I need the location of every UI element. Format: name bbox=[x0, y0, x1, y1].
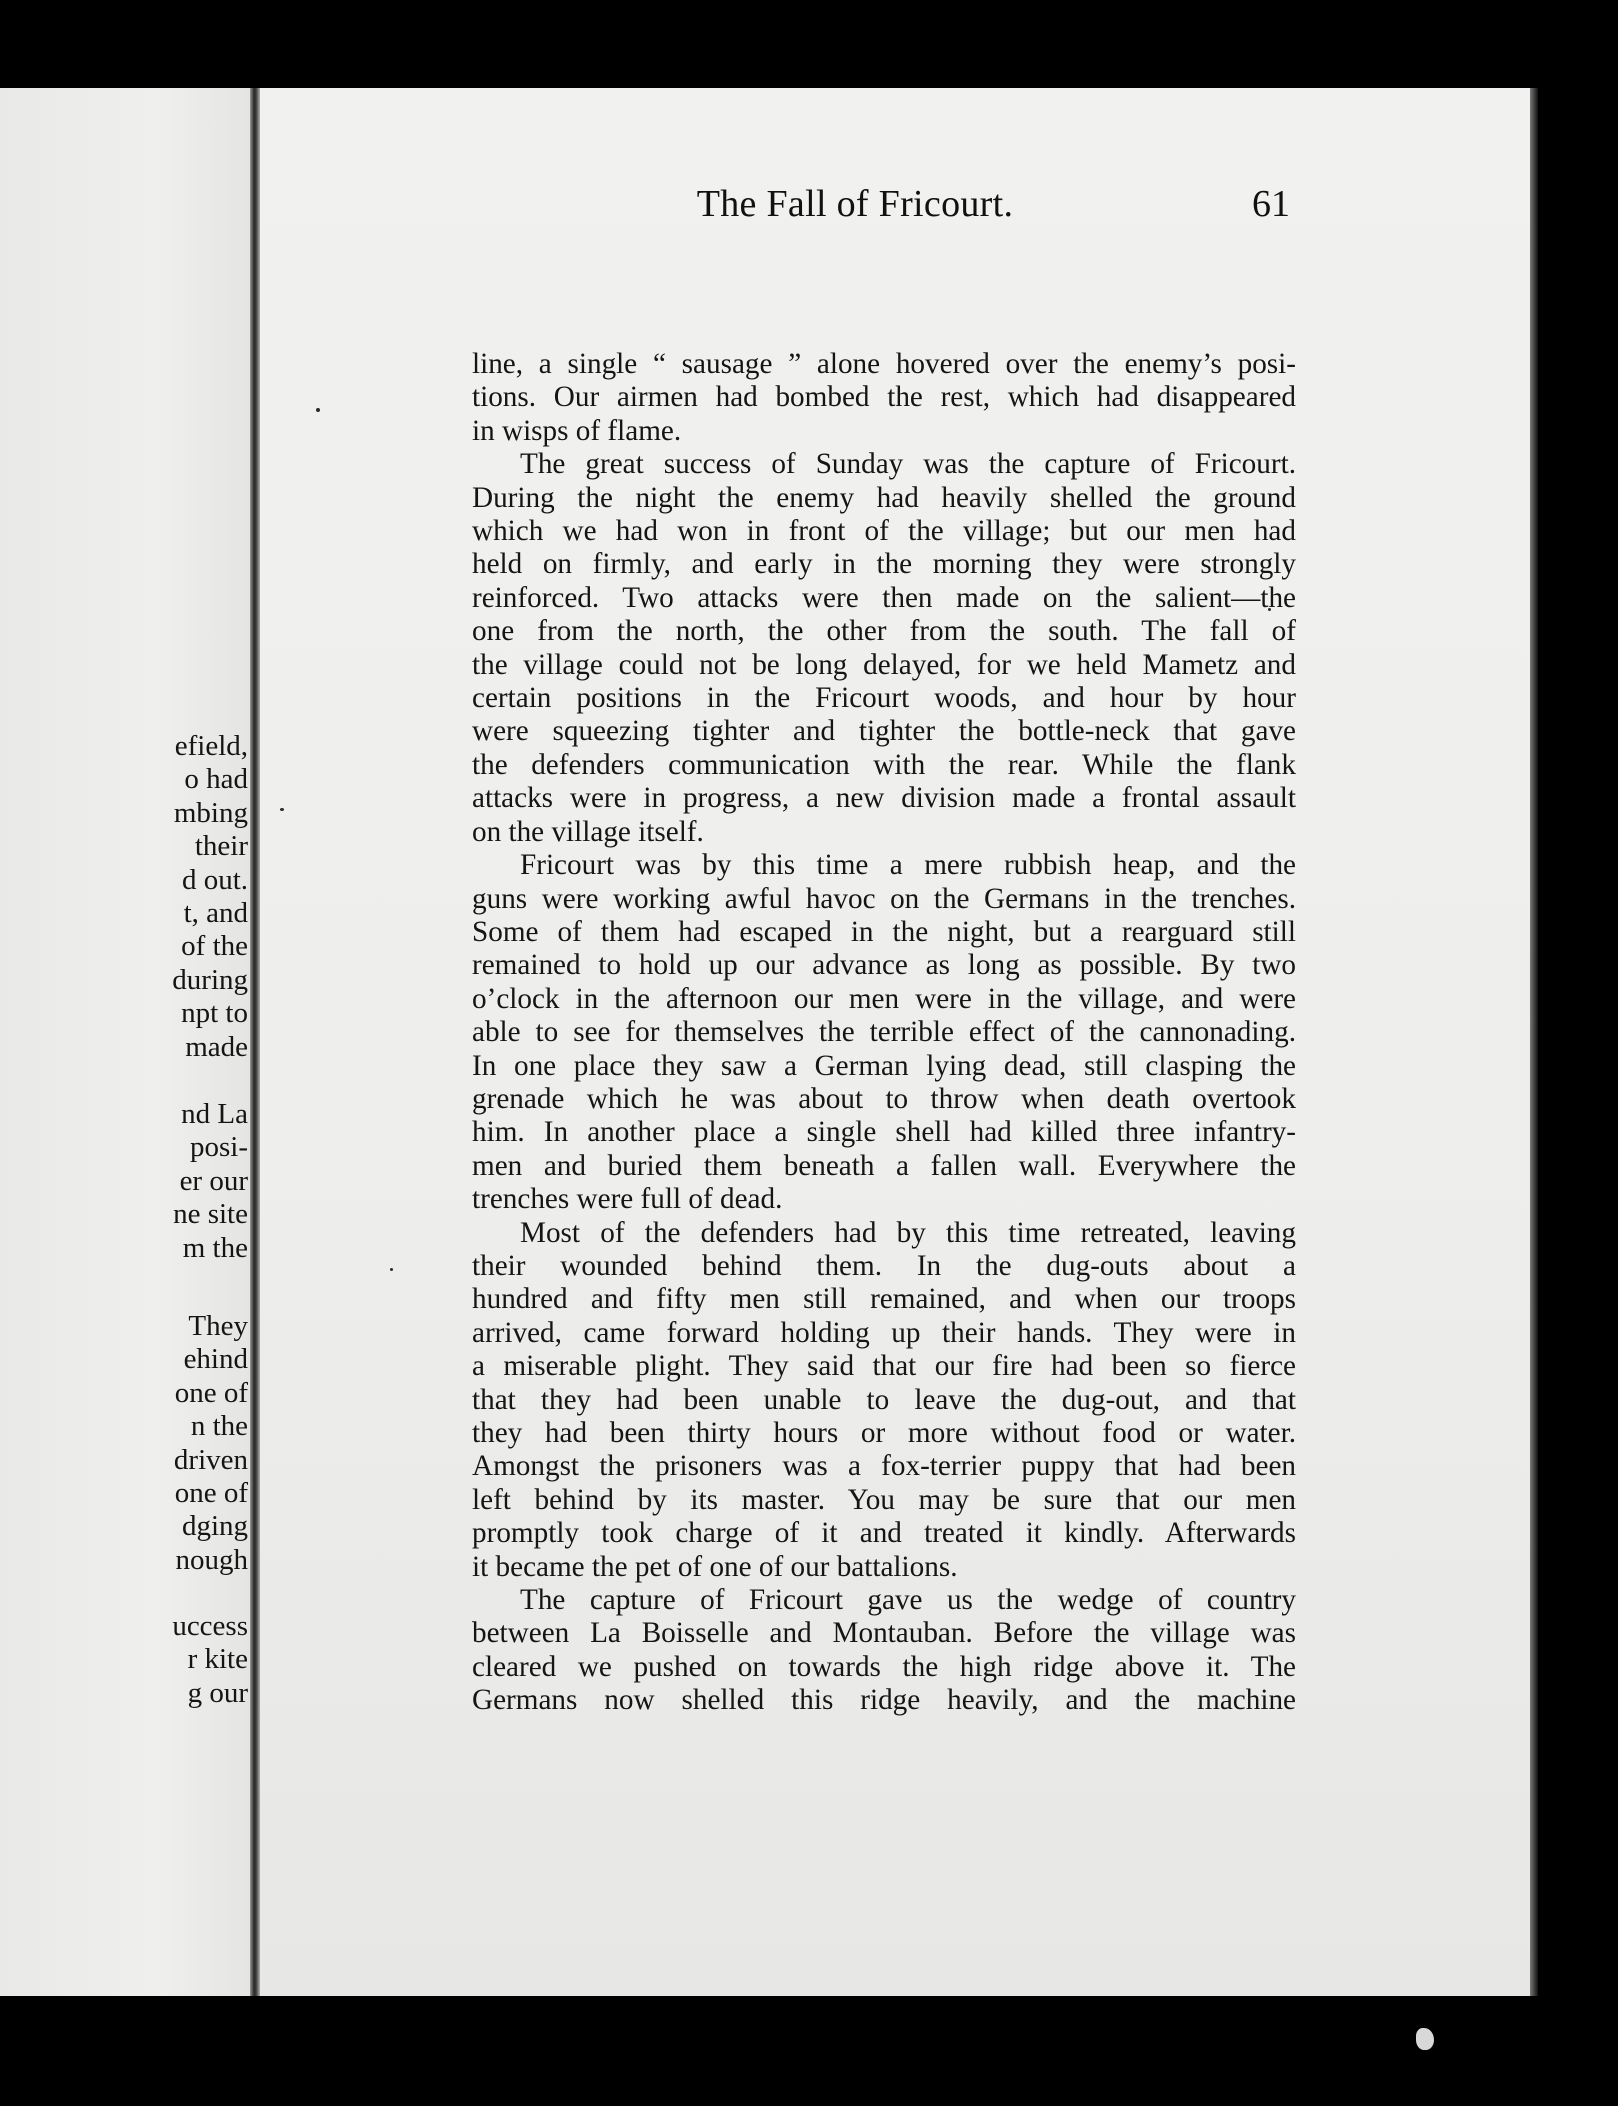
text-line: remained to hold up our advance as long as possible. By two bbox=[472, 949, 1296, 982]
text-line: men and buried them beneath a fallen wall. Everywhere the bbox=[472, 1149, 1296, 1182]
text-line: on the village itself. bbox=[472, 815, 704, 848]
running-title: The Fall of Fricourt. bbox=[696, 183, 1014, 225]
text-line: grenade which he was about to throw when death overtook bbox=[472, 1082, 1296, 1115]
text-line: In one place they saw a German lying dead, still clasping the bbox=[472, 1049, 1296, 1082]
left-page-line: one of bbox=[174, 1477, 248, 1510]
text-line: that they had been unable to leave the dug-out, and that bbox=[472, 1383, 1296, 1416]
left-page-text-fragment bbox=[173, 1098, 248, 1265]
text-line: a miserable plight. They said that our fire had been so fierce bbox=[472, 1350, 1296, 1383]
film-speck bbox=[1416, 2028, 1434, 2050]
text-line: reinforced. Two attacks were then made on the salient—the bbox=[472, 581, 1296, 614]
text-line: cleared we pushed on towards the high ridge above it. The bbox=[472, 1650, 1296, 1683]
paper-speck bbox=[390, 1268, 393, 1271]
text-line: certain positions in the Fricourt woods, and hour by hour bbox=[472, 682, 1296, 715]
paragraph bbox=[424, 448, 1296, 849]
text-line: guns were working awful havoc on the Germans in the trenches. bbox=[472, 882, 1296, 915]
body-text bbox=[424, 348, 1296, 1718]
left-page-line: uccess bbox=[172, 1610, 248, 1642]
text-line: line, a single “ sausage ” alone hovered over the enemy’s posi- bbox=[472, 348, 1296, 380]
text-line: left behind by its master. You may be sure that our men bbox=[472, 1483, 1296, 1516]
running-head bbox=[412, 182, 1298, 232]
text-line: between La Boisselle and Montauban. Before the village was bbox=[472, 1617, 1296, 1650]
left-page-line: ehind bbox=[183, 1343, 248, 1376]
text-line: it became the pet of one of our battalions. bbox=[472, 1550, 958, 1583]
text-line: they had been thirty hours or more without food or water. bbox=[472, 1417, 1296, 1449]
left-facing-page bbox=[0, 88, 258, 1996]
paper-speck bbox=[280, 808, 284, 811]
text-line: held on firmly, and early in the morning they were strongly bbox=[472, 548, 1296, 581]
left-page-line: mbing bbox=[173, 796, 248, 829]
text-line: promptly took charge of it and treated it kindly. Afterwards bbox=[472, 1517, 1296, 1550]
text-line: their wounded behind them. In the dug-outs about a bbox=[472, 1249, 1296, 1282]
text-line: one from the north, the other from the south. The fall of bbox=[472, 615, 1296, 648]
left-page-line: g our bbox=[187, 1676, 248, 1709]
left-page-line: made bbox=[185, 1030, 248, 1063]
left-page-line: They bbox=[188, 1310, 248, 1342]
text-line: arrived, came forward holding up their hands. They were in bbox=[472, 1316, 1296, 1349]
page-number: 61 bbox=[1252, 183, 1290, 225]
left-page-line: r kite bbox=[187, 1643, 248, 1676]
text-line: Some of them had escaped in the night, but a rearguard still bbox=[472, 915, 1296, 948]
left-page-text-fragment bbox=[172, 1610, 248, 1710]
text-line: o’clock in the afternoon our men were in the village, and were bbox=[472, 982, 1296, 1015]
left-page-line: during bbox=[172, 963, 248, 996]
left-page-line: one of bbox=[174, 1376, 248, 1409]
left-page-line: t, and bbox=[183, 897, 248, 930]
paragraph bbox=[424, 1217, 1296, 1584]
left-page-text-fragment bbox=[172, 730, 248, 1064]
left-page-text-fragment bbox=[174, 1310, 248, 1577]
text-line: hundred and fifty men still remained, and when our troops bbox=[472, 1283, 1296, 1316]
text-line: in wisps of flame. bbox=[472, 414, 682, 447]
left-page-line: n the bbox=[190, 1410, 248, 1443]
left-page-line: efield, bbox=[174, 730, 248, 762]
text-line: Amongst the prisoners was a fox-terrier puppy that had been bbox=[472, 1450, 1296, 1483]
page-edge-shadow bbox=[1530, 88, 1538, 1996]
text-line: tions. Our airmen had bombed the rest, which had disappeared bbox=[472, 381, 1296, 414]
left-page-line: of the bbox=[181, 930, 248, 963]
book-gutter bbox=[250, 88, 260, 1996]
text-line: Germans now shelled this ridge heavily, and the machine bbox=[472, 1684, 1296, 1717]
left-page-line: o had bbox=[184, 763, 248, 796]
text-line: him. In another place a single shell had killed three infantry- bbox=[472, 1116, 1296, 1149]
paragraph bbox=[424, 348, 1296, 448]
paragraph bbox=[424, 1584, 1296, 1718]
text-line: Fricourt was by this time a mere rubbish heap, and the bbox=[520, 849, 1296, 882]
left-page-line: d out. bbox=[181, 863, 248, 896]
left-page-line: their bbox=[194, 830, 248, 863]
paragraph bbox=[424, 849, 1296, 1216]
paper-speck bbox=[316, 408, 320, 412]
text-line: Most of the defenders had by this time retreated, leaving bbox=[520, 1216, 1296, 1249]
left-page-line: ne site bbox=[173, 1198, 248, 1231]
text-line: The capture of Fricourt gave us the wedge of country bbox=[520, 1584, 1296, 1617]
text-line: The great success of Sunday was the capture of Fricourt. bbox=[520, 448, 1296, 481]
text-line: During the night the enemy had heavily shelled the ground bbox=[472, 481, 1296, 514]
left-page-line: driven bbox=[173, 1443, 248, 1476]
text-line: which we had won in front of the village; but our men had bbox=[472, 515, 1296, 548]
text-line: able to see for themselves the terrible effect of the cannonading. bbox=[472, 1016, 1296, 1049]
text-line: attacks were in progress, a new division made a frontal assault bbox=[472, 782, 1296, 815]
text-line: trenches were full of dead. bbox=[472, 1183, 783, 1216]
left-page-line: nough bbox=[175, 1543, 248, 1576]
left-page-line: dging bbox=[181, 1510, 248, 1543]
left-page-line: posi- bbox=[190, 1131, 248, 1164]
left-page-line: nd La bbox=[181, 1098, 248, 1130]
text-line: were squeezing tighter and tighter the bottle-neck that gave bbox=[472, 715, 1296, 748]
text-line: the defenders communication with the rear. While the flank bbox=[472, 748, 1296, 781]
left-page-line: m the bbox=[182, 1231, 248, 1264]
text-line: the village could not be long delayed, for we held Mametz and bbox=[472, 648, 1296, 681]
left-page-line: er our bbox=[179, 1164, 248, 1197]
left-page-line: npt to bbox=[181, 997, 248, 1030]
